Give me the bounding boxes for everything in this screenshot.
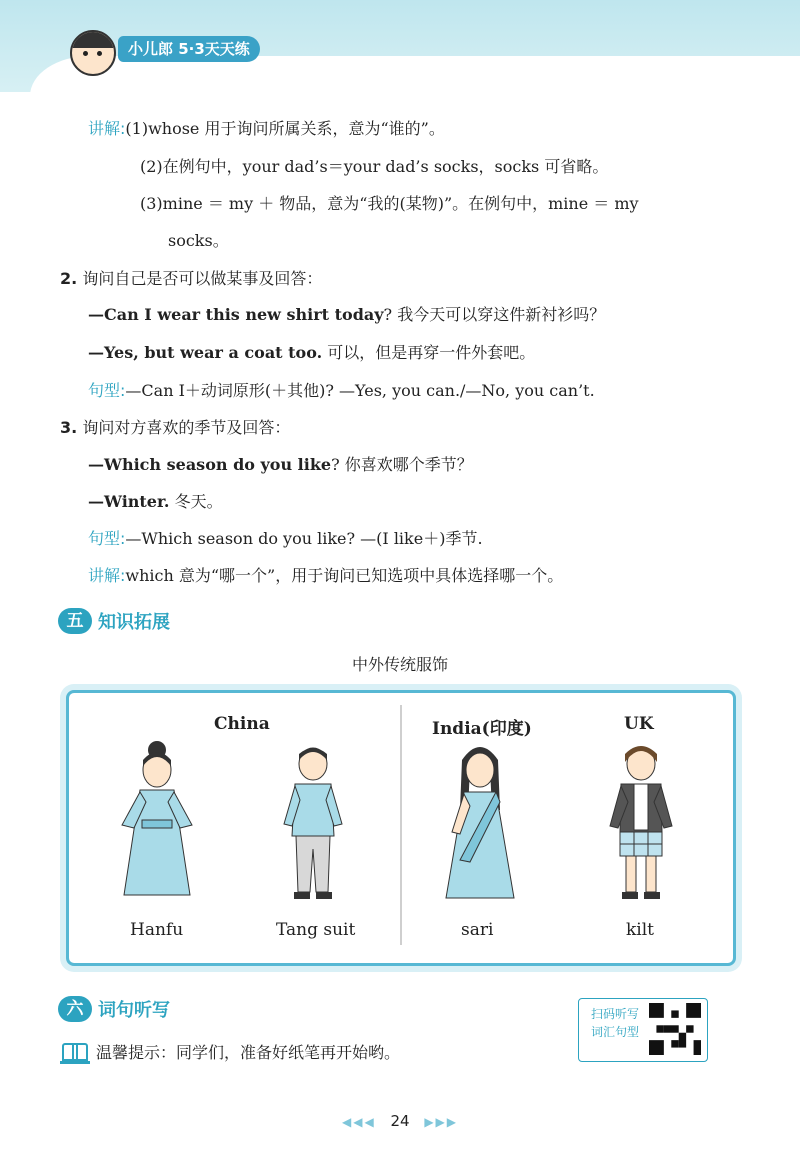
caption-tang-suit: Tang suit <box>276 920 356 940</box>
item-2-pattern: 句型:—Can I＋动词原形(＋其他)? —Yes, you can./—No, you can’t. <box>88 381 595 400</box>
page-number-bar <box>0 1112 800 1130</box>
panel-divider <box>400 705 402 945</box>
brand-title: 小儿郎 5·3天天练 <box>118 36 260 62</box>
tang-suit-figure <box>278 744 348 904</box>
mascot-icon <box>70 30 116 76</box>
qr-box[interactable] <box>578 998 708 1062</box>
item-3-answer: —Winter. 冬天。 <box>88 492 223 511</box>
tip-text: 温馨提示：同学们，准备好纸笔再开始哟。 <box>96 1043 401 1062</box>
page-right-arrows: ▶▶▶ <box>424 1115 459 1129</box>
explain-line-1: 讲解:(1)whose 用于询问所属关系，意为“谁的”。 <box>88 119 445 138</box>
section-5-header <box>58 608 170 634</box>
item-3-pattern: 句型:—Which season do you like? —(I like＋)季节. <box>88 529 483 548</box>
explain-line-4: socks。 <box>168 231 229 250</box>
country-uk: UK <box>624 714 654 734</box>
section-6-badge: 六 <box>58 996 92 1022</box>
kilt-figure <box>606 744 676 904</box>
costumes-title: 中外传统服饰 <box>351 655 448 674</box>
section-6-label: 词句听写 <box>98 1000 170 1021</box>
book-icon <box>60 1043 90 1064</box>
item-2-question: —Can I wear this new shirt today? 我今天可以穿这件新衬衫吗？ <box>88 305 606 324</box>
qr-code-icon[interactable] <box>649 1003 701 1055</box>
country-india: India(印度) <box>432 719 532 739</box>
item-3-question: —Which season do you like? 你喜欢哪个季节？ <box>88 455 473 474</box>
explain-tag: 讲解: <box>88 119 126 138</box>
explain-line-3: (3)mine ＝ my ＋ 物品，意为“我的(某物)”。在例句中，mine ＝ my <box>140 194 639 213</box>
page-left-arrows: ◀◀◀ <box>341 1115 376 1129</box>
page-number: 24 <box>390 1112 410 1130</box>
qr-label: 扫码听写 词汇句型 <box>590 1007 639 1039</box>
item-3-heading: 3. 询问对方喜欢的季节及回答： <box>60 418 291 437</box>
tip-line <box>60 1040 400 1064</box>
section-6-header <box>58 996 170 1022</box>
item-2-heading: 2. 询问自己是否可以做某事及回答： <box>60 269 323 288</box>
hanfu-figure <box>112 740 202 905</box>
section-5-badge: 五 <box>58 608 92 634</box>
caption-sari: sari <box>461 920 494 940</box>
sari-figure <box>440 740 520 905</box>
explain-line-2: (2)在例句中，your dad’s＝your dad’s socks，socks 可省略。 <box>140 157 609 176</box>
caption-hanfu: Hanfu <box>130 920 184 940</box>
country-china: China <box>214 714 270 734</box>
item-2-answer: —Yes, but wear a coat too. 可以，但是再穿一件外套吧。 <box>88 343 536 362</box>
caption-kilt: kilt <box>626 920 655 940</box>
section-5-label: 知识拓展 <box>98 612 170 633</box>
item-3-explain: 讲解:which 意为“哪一个”，用于询问已知选项中具体选择哪一个。 <box>88 566 564 585</box>
